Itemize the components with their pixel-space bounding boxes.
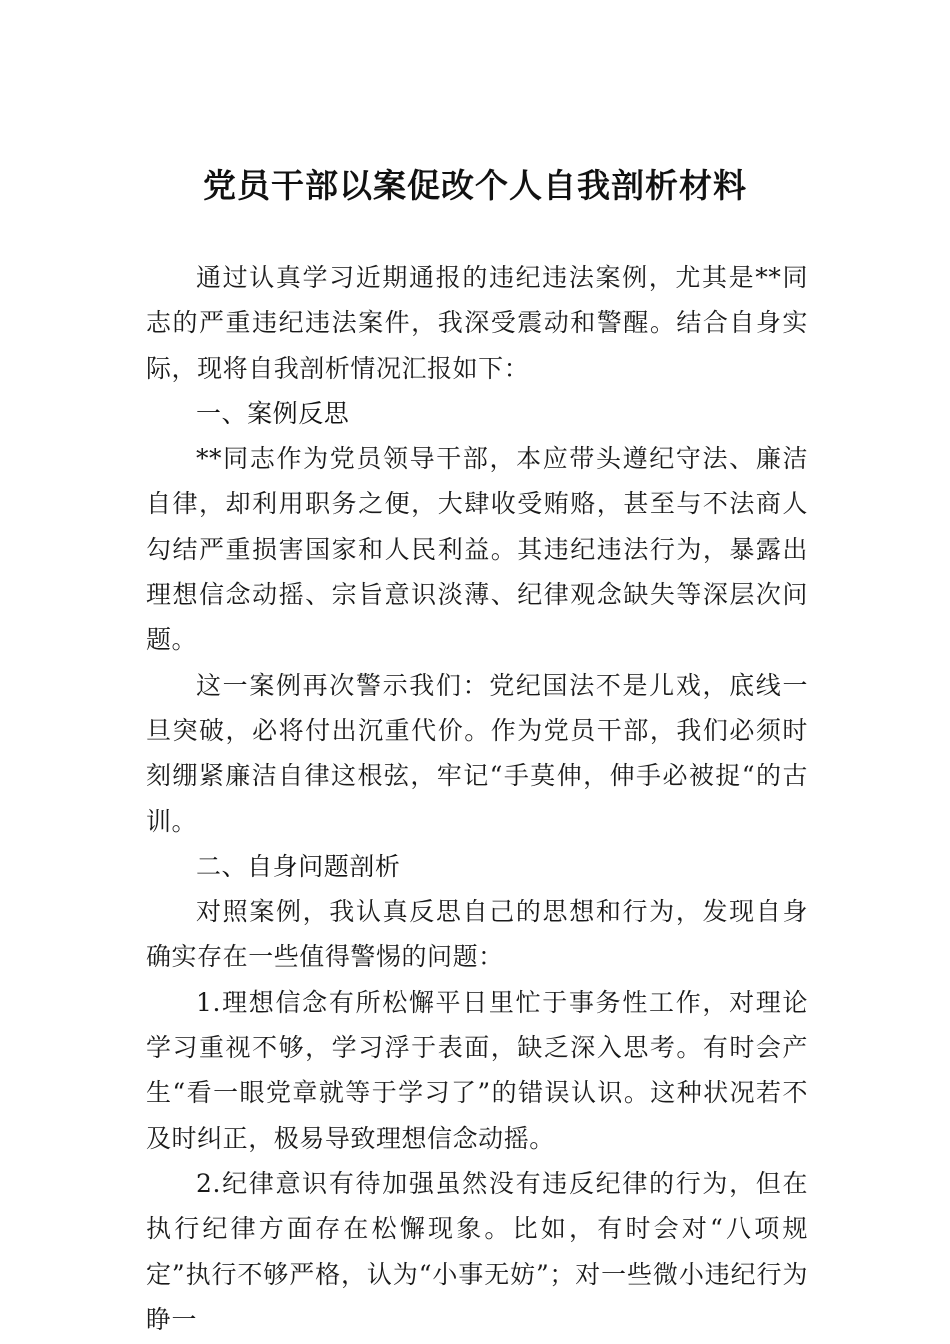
self-analysis-paragraph-3: 2.纪律意识有待加强虽然没有违反纪律的行为，但在执行纪律方面存在松懈现象。比如，有时会对“八项规定”执行不够严格，认为“小事无妨”；对一些微小违纪行为睁一	[146, 1168, 808, 1334]
intro-paragraph: 通过认真学习近期通报的违纪违法案例，尤其是**同志的严重违纪违法案件，我深受震动和警醒。结合自身实际，现将自我剖析情况汇报如下：	[146, 263, 808, 383]
self-analysis-paragraph-2: 1.理想信念有所松懈平日里忙于事务性工作，对理论学习重视不够，学习浮于表面，缺乏深入思考。有时会产生“看一眼党章就等于学习了”的错误认识。这种状况若不及时纠正，极易导致理想信念动摇。	[146, 987, 808, 1153]
self-analysis-paragraph-1: 对照案例，我认真反思自己的思想和行为，发现自身确实存在一些值得警惕的问题：	[146, 897, 808, 972]
document-body	[146, 255, 808, 1342]
section-heading-case-reflection: 一、案例反思	[196, 398, 350, 428]
section-heading-self-analysis: 二、自身问题剖析	[196, 851, 401, 881]
case-reflection-paragraph-2: 这一案例再次警示我们：党纪国法不是儿戏，底线一旦突破，必将付出沉重代价。作为党员干部，我们必须时刻绷紧廉洁自律这根弦，牢记“手莫伸，伸手必被捉“的古训。	[146, 670, 808, 836]
document-title: 党员干部以案促改个人自我剖析材料	[203, 166, 747, 205]
case-reflection-paragraph-1: **同志作为党员领导干部，本应带头遵纪守法、廉洁自律，却利用职务之便，大肆收受贿赂，甚至与不法商人勾结严重损害国家和人民利益。其违纪违法行为，暴露出理想信念动摇、宗旨意识淡薄、纪律观念缺失等深层次问题。	[146, 444, 808, 655]
